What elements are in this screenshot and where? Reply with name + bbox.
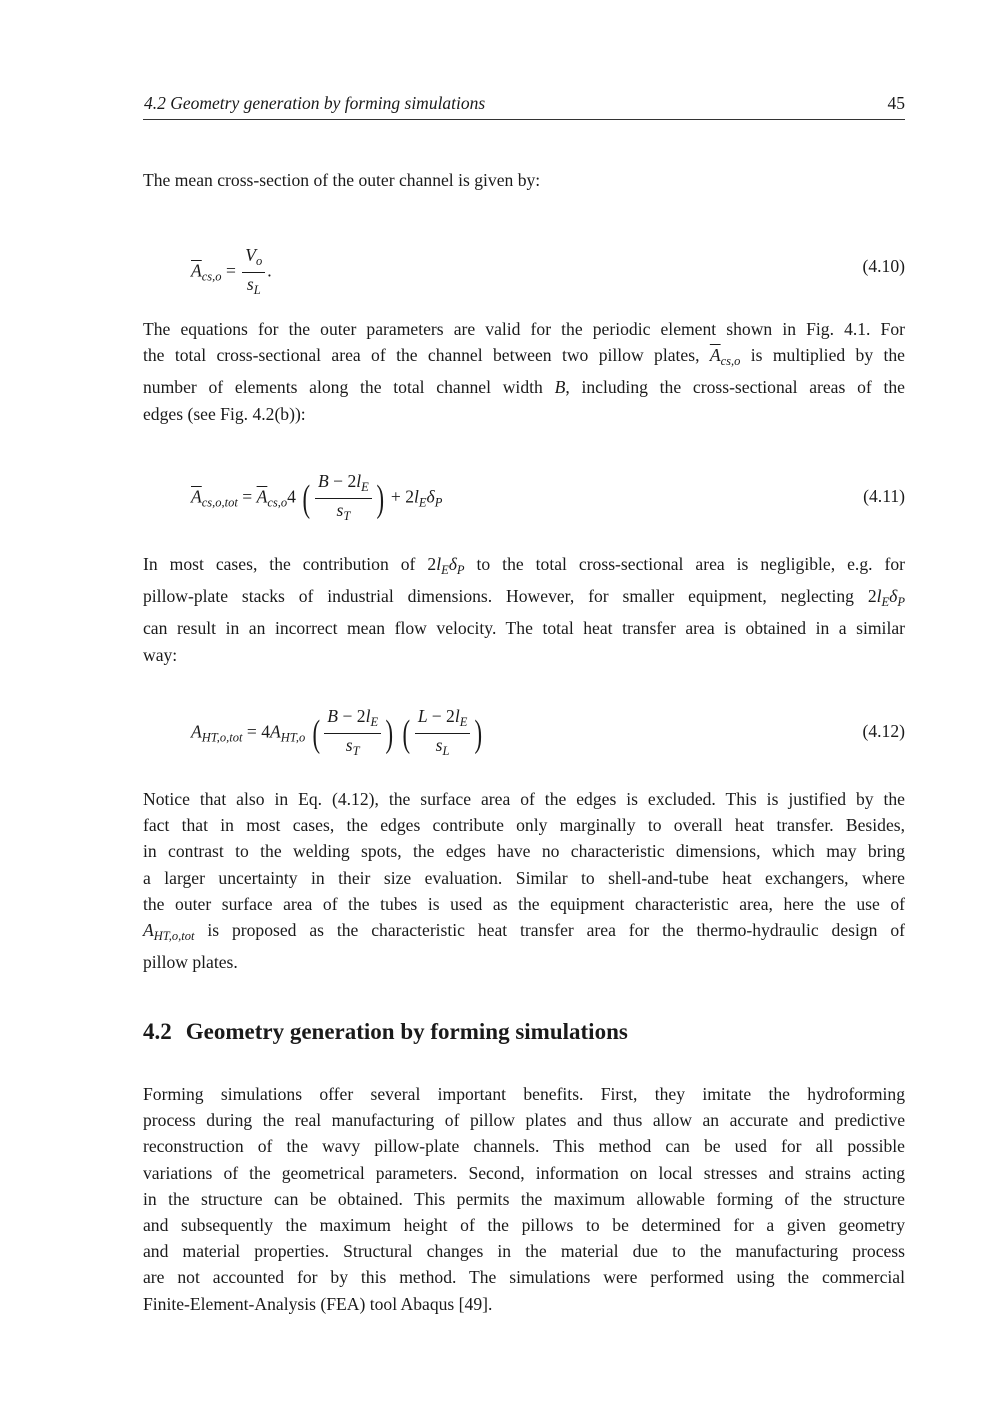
right-paren: ) (474, 712, 483, 755)
paragraph-line: reconstruction of the wavy pillow-plate channels. This method can be used for all possible (143, 1136, 905, 1157)
paragraph-line: The mean cross-section of the outer channel is given by: (143, 170, 541, 190)
paragraph-line: the total cross-sectional area of the channel between two pillow plates, $\overline{A}_{cs,o}$ is multiplied by the (143, 345, 905, 369)
fraction: $\frac{V_o}{s_L}$ (242, 244, 265, 301)
equation-number: (4.11) (863, 486, 905, 506)
paragraph-line: Finite-Element-Analysis (FEA) tool Abaqus [49]. (143, 1293, 493, 1314)
running-header-title: 4.2 Geometry generation by forming simulations (144, 93, 486, 113)
paragraph-notice-edges (143, 786, 905, 975)
paragraph-contribution (143, 551, 905, 668)
right-paren: ) (376, 477, 384, 520)
paragraph-line: can result in an incorrect mean flow velocity. The total heat transfer area is obtained in a similar (143, 618, 905, 639)
paragraph-line: way: (143, 644, 178, 665)
paragraph-line: In most cases, the contribution of $2l_E\delta_P$ to the total cross-sectional area is negligible, e.g. for (143, 554, 905, 577)
left-paren: ( (302, 477, 311, 520)
left-paren: ( (402, 712, 411, 755)
page-number: 45 (887, 93, 905, 113)
inline-math-2lE-deltaP: $2l_E\delta_P$ (867, 586, 905, 610)
equation-4-10 (143, 242, 905, 297)
fraction: $\frac{L - 2l_E}{s_L}$ (415, 705, 471, 762)
fraction: $\frac{B - 2l_E}{s_T}$ (324, 705, 381, 762)
inline-math-A-cs-o: $\overline{A}_{cs,o}$ (709, 345, 741, 369)
paragraph-line: pillow plates. (143, 952, 238, 973)
paragraph-line: and subsequently the maximum height of the pillows to be determined for a given geometry (143, 1215, 905, 1236)
paragraph-outer-parameters (143, 316, 905, 427)
equation-4-12 (143, 705, 905, 761)
paragraph-line: in the structure can be obtained. This permits the maximum allowable forming of the structure (143, 1188, 905, 1209)
equation-4-11 (143, 470, 905, 526)
right-paren: ) (385, 712, 394, 755)
section-title-text: Geometry generation by forming simulations (185, 1019, 628, 1044)
paragraph-line: and material properties. Structural changes in the material due to the manufacturing process (143, 1241, 905, 1262)
equation-body: $\overline{A}_{cs,o}$ = $\frac{V_o}{s_L}$ . (191, 244, 272, 301)
paragraph-line: the outer surface area of the tubes is used as the equipment characteristic area, here the use of (143, 893, 905, 914)
inline-math-B: B (554, 377, 566, 398)
equation-body: $A_{HT,o,tot} = 4A_{HT,o}$ ( $\frac{B - 2l_E}{s_T}$ ) ( $\frac{L - 2l_E}{s_L}$ ) (191, 705, 485, 762)
paragraph-line: process during the real manufacturing of pillow plates and thus allow an accurate and predictive (143, 1110, 905, 1131)
paragraph-line: edges (see Fig. 4.2(b)): (143, 403, 306, 424)
paragraph-forming-simulations (143, 1081, 905, 1317)
paragraph-line: in contrast to the welding spots, the edges have no characteristic dimensions, which may bring (143, 841, 905, 862)
left-paren: ( (312, 712, 320, 755)
paragraph-line: fact that in most cases, the edges contribute only marginally to overall heat transfer. Besides, (143, 815, 905, 836)
section-number: 4.2 (143, 1019, 172, 1044)
equation-body: $\overline{A}_{cs,o,tot} = \overline{A}_{cs,o}4$ ( $\frac{B - 2l_E}{s_T}$ ) + $2l_E\delta_P$ (191, 470, 442, 527)
section-heading (143, 1019, 628, 1045)
inline-math-2lE-deltaP: $2l_E\delta_P$ (427, 554, 465, 577)
equation-number: (4.10) (862, 256, 905, 276)
running-header (143, 92, 905, 120)
paragraph-line: variations of the geometrical parameters. Second, information on local stresses and strains acting (143, 1162, 905, 1183)
equation-number: (4.12) (862, 721, 905, 741)
paragraph-line: a larger uncertainty in their size evaluation. Similar to shell-and-tube heat exchangers, where (143, 867, 905, 888)
paragraph-line: The equations for the outer parameters are valid for the periodic element shown in Fig. 4.1. For (143, 319, 905, 339)
fraction: $\frac{B - 2l_E}{s_T}$ (315, 470, 372, 527)
paragraph-line: $A_{HT,o,tot}$ is proposed as the characteristic heat transfer area for the thermo-hydraulic design of (143, 920, 905, 944)
paragraph-line: Forming simulations offer several important benefits. First, they imitate the hydroforming (143, 1084, 905, 1104)
inline-math-A-HT-o-tot: $A_{HT,o,tot}$ (143, 920, 195, 944)
paragraph-mean-cross-section (143, 167, 905, 193)
paragraph-line: number of elements along the total channel width B, including the cross-sectional areas of the (143, 377, 905, 398)
document-page (143, 0, 905, 1414)
paragraph-line: are not accounted for by this method. The simulations were performed using the commercial (143, 1267, 905, 1288)
paragraph-line: Notice that also in Eq. (4.12), the surface area of the edges is excluded. This is justified by the (143, 789, 905, 809)
paragraph-line: pillow-plate stacks of industrial dimensions. However, for smaller equipment, neglecting $2l_E\delta_P$ (143, 586, 905, 610)
